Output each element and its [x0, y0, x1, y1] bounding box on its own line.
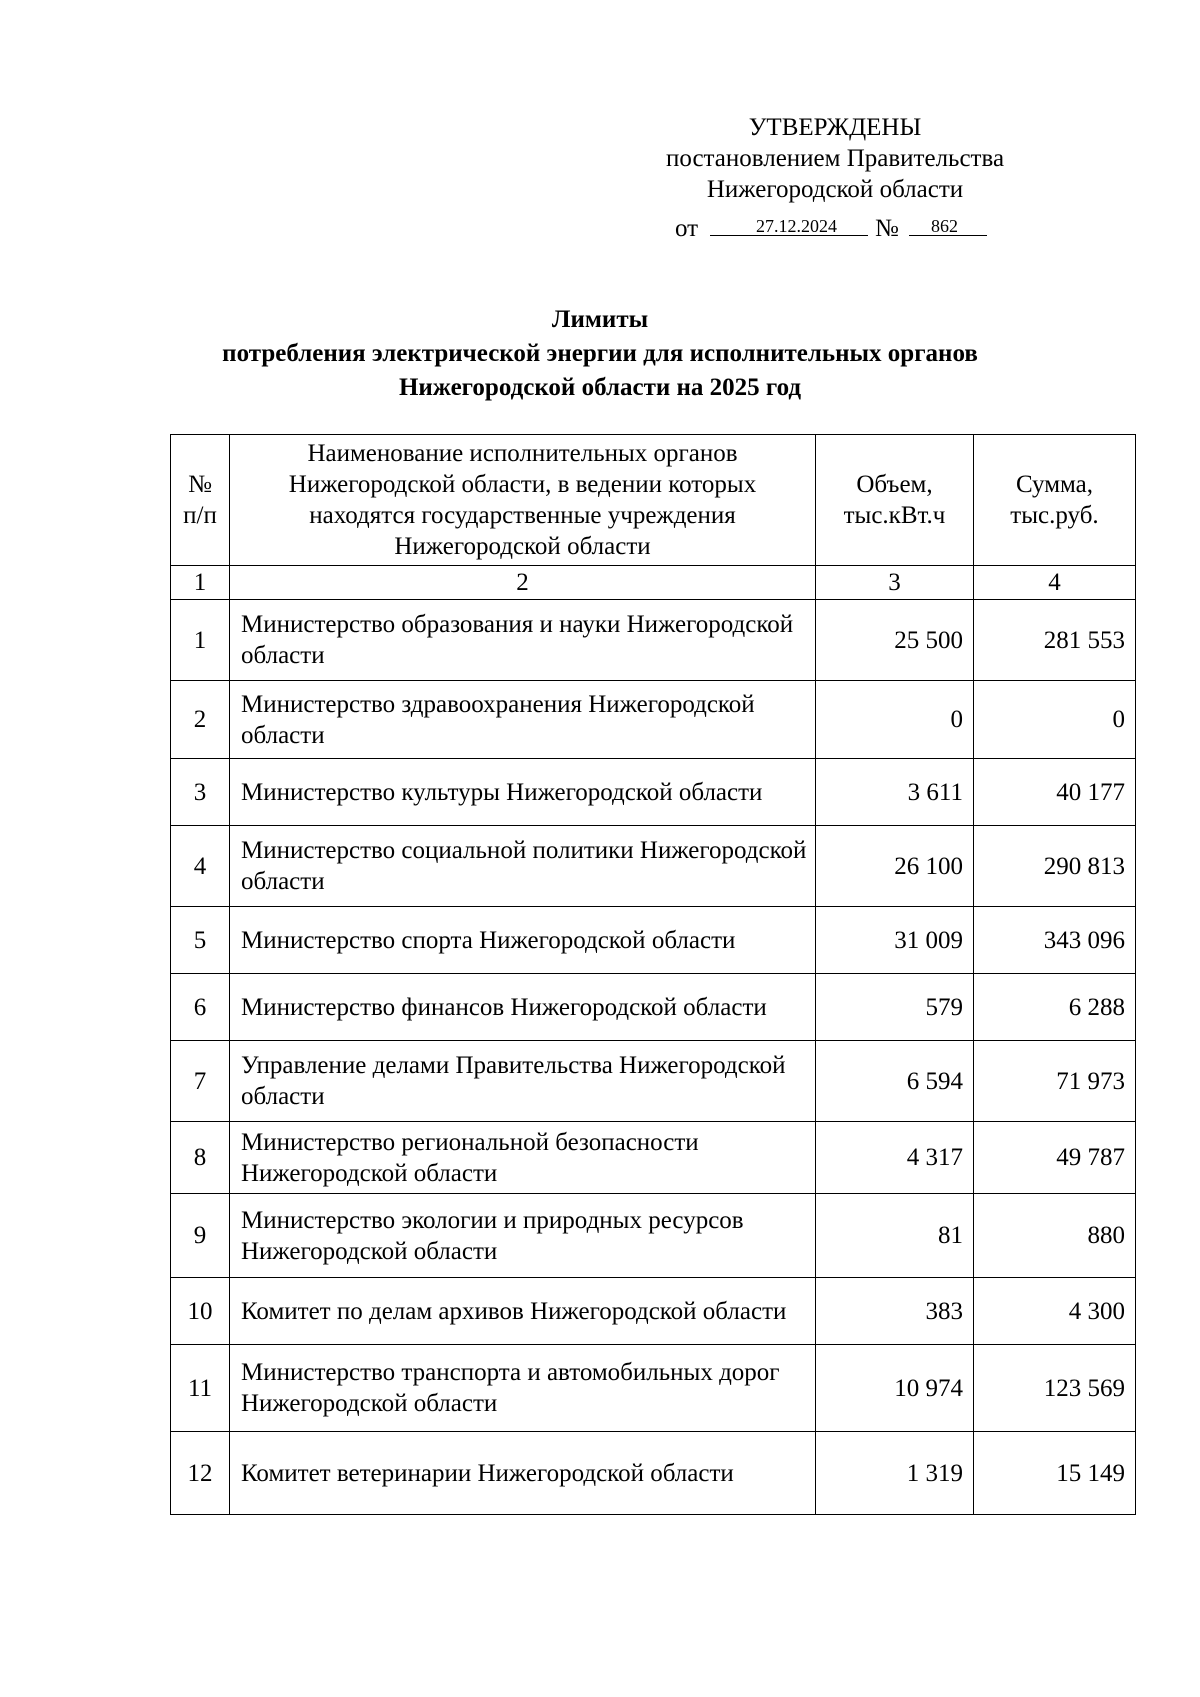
header-sum: Сумма, тыс.руб.	[974, 435, 1136, 566]
row-sum: 4 300	[974, 1278, 1136, 1345]
row-volume: 25 500	[816, 600, 974, 681]
row-name: Министерство региональной безопасности Нижегородской области	[230, 1122, 816, 1194]
row-number: 11	[171, 1345, 230, 1432]
row-name: Комитет по делам архивов Нижегородской области	[230, 1278, 816, 1345]
from-label: от	[675, 215, 699, 242]
table-row	[171, 1041, 1136, 1122]
row-sum: 6 288	[974, 974, 1136, 1041]
row-number: 4	[171, 826, 230, 907]
row-volume: 81	[816, 1194, 974, 1278]
row-volume: 26 100	[816, 826, 974, 907]
row-name: Министерство финансов Нижегородской области	[230, 974, 816, 1041]
decree-number: 862	[931, 216, 958, 236]
row-number: 2	[171, 681, 230, 759]
row-sum: 0	[974, 681, 1136, 759]
row-volume: 3 611	[816, 759, 974, 826]
row-name: Министерство образования и науки Нижегородской области	[230, 600, 816, 681]
row-volume: 6 594	[816, 1041, 974, 1122]
table-row	[171, 1278, 1136, 1345]
title-line-2: потребления электрической энергии для исполнительных органов	[222, 340, 978, 367]
row-number: 12	[171, 1432, 230, 1515]
table-row	[171, 1194, 1136, 1278]
row-name: Управление делами Правительства Нижегородской области	[230, 1041, 816, 1122]
row-volume: 383	[816, 1278, 974, 1345]
row-name: Министерство транспорта и автомобильных дорог Нижегородской области	[230, 1345, 816, 1432]
row-number: 9	[171, 1194, 230, 1278]
number-label: №	[875, 215, 899, 242]
row-volume: 10 974	[816, 1345, 974, 1432]
header-volume: Объем, тыс.кВт.ч	[816, 435, 974, 566]
row-sum: 15 149	[974, 1432, 1136, 1515]
table-row	[171, 907, 1136, 974]
row-volume: 4 317	[816, 1122, 974, 1194]
row-name: Министерство спорта Нижегородской области	[230, 907, 816, 974]
document-title	[0, 303, 1200, 405]
column-number: 2	[230, 566, 816, 600]
header-name: Наименование исполнительных органов Нижегородской области, в ведении которых находятся государственные учреждения Нижегородской области	[230, 435, 816, 566]
approval-heading: УТВЕРЖДЕНЫ	[748, 114, 922, 141]
row-sum: 40 177	[974, 759, 1136, 826]
table-row	[171, 600, 1136, 681]
approval-line-region: Нижегородской области	[706, 176, 964, 203]
row-sum: 281 553	[974, 600, 1136, 681]
limits-table	[170, 434, 1136, 1515]
row-name: Министерство здравоохранения Нижегородской области	[230, 681, 816, 759]
row-number: 5	[171, 907, 230, 974]
approval-date-line	[620, 209, 1050, 245]
table-row	[171, 1432, 1136, 1515]
row-name: Министерство экологии и природных ресурсов Нижегородской области	[230, 1194, 816, 1278]
row-volume: 1 319	[816, 1432, 974, 1515]
row-name: Комитет ветеринарии Нижегородской области	[230, 1432, 816, 1515]
row-sum: 880	[974, 1194, 1136, 1278]
column-numbers-row	[171, 566, 1136, 600]
title-line-3: Нижегородской области на 2025 год	[398, 374, 802, 401]
column-number: 4	[974, 566, 1136, 600]
row-number: 1	[171, 600, 230, 681]
row-sum: 290 813	[974, 826, 1136, 907]
row-sum: 123 569	[974, 1345, 1136, 1432]
decree-date: 27.12.2024	[756, 216, 837, 236]
header-number: № п/п	[171, 435, 230, 566]
row-volume: 0	[816, 681, 974, 759]
row-sum: 71 973	[974, 1041, 1136, 1122]
row-name: Министерство культуры Нижегородской области	[230, 759, 816, 826]
row-number: 10	[171, 1278, 230, 1345]
table-header-row	[171, 435, 1136, 566]
table-row	[171, 1122, 1136, 1194]
table-row	[171, 974, 1136, 1041]
table-row	[171, 681, 1136, 759]
row-number: 6	[171, 974, 230, 1041]
table-row	[171, 826, 1136, 907]
row-sum: 343 096	[974, 907, 1136, 974]
column-number: 3	[816, 566, 974, 600]
table-row	[171, 759, 1136, 826]
approval-line-decree: постановлением Правительства	[665, 145, 1005, 172]
row-number: 3	[171, 759, 230, 826]
approval-block	[620, 112, 1050, 245]
row-name: Министерство социальной политики Нижегородской области	[230, 826, 816, 907]
row-sum: 49 787	[974, 1122, 1136, 1194]
row-volume: 31 009	[816, 907, 974, 974]
row-number: 8	[171, 1122, 230, 1194]
table-row	[171, 1345, 1136, 1432]
row-volume: 579	[816, 974, 974, 1041]
row-number: 7	[171, 1041, 230, 1122]
title-line-1: Лимиты	[551, 306, 649, 333]
column-number: 1	[171, 566, 230, 600]
